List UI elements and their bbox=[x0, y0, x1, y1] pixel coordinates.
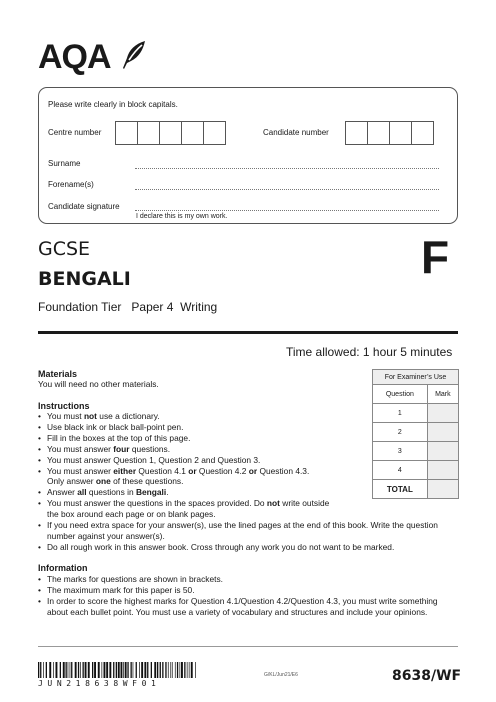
materials-text: You will need no other materials. bbox=[38, 379, 159, 389]
time-allowed: Time allowed: 1 hour 5 minutes bbox=[286, 345, 453, 359]
information-item: • In order to score the highest marks for Question 4.1/Question 4.2/Question 4.3, you must write something about each bullet point. You must use a variety of vocabulary and structures and include your opinions. bbox=[38, 596, 448, 618]
tier-letter: F bbox=[421, 231, 450, 283]
centre-digit-box[interactable] bbox=[137, 121, 160, 145]
aqa-logo bbox=[38, 40, 148, 76]
instruction-item: • Do all rough work in this answer book. Cross through any work you do not want to be marked. bbox=[38, 542, 450, 553]
surname-label: Surname bbox=[48, 159, 81, 168]
subject-title: BENGALI bbox=[38, 268, 131, 290]
paper-details bbox=[38, 300, 217, 314]
centre-number-label: Centre number bbox=[48, 128, 102, 137]
centre-digit-box[interactable] bbox=[159, 121, 182, 145]
paper-component: Writing bbox=[180, 300, 218, 314]
instruction-item: • You must answer Question 1, Question 2 and Question 3. bbox=[38, 455, 357, 466]
instruction-item: • You must answer either Question 4.1 or Question 4.2 or Question 4.3. Only answer one of these questions. bbox=[38, 466, 357, 488]
instruction-item: • You must answer four questions. bbox=[38, 444, 357, 455]
candidate-digit-box[interactable] bbox=[411, 121, 434, 145]
candidate-digit-box[interactable] bbox=[345, 121, 368, 145]
emphasis-text: or bbox=[248, 465, 258, 476]
paper-reference: G/KL/Jun21/E6 bbox=[264, 672, 298, 678]
mark-column-header: Mark bbox=[427, 385, 458, 404]
instruction-item: • You must not use a dictionary. bbox=[38, 411, 357, 422]
qualification-title: GCSE bbox=[38, 238, 91, 260]
centre-digit-box[interactable] bbox=[115, 121, 138, 145]
instructions-heading: Instructions bbox=[38, 401, 90, 411]
title-divider bbox=[38, 331, 458, 334]
aqa-logo-text: AQA bbox=[38, 38, 111, 76]
information-list bbox=[38, 574, 448, 618]
centre-digit-box[interactable] bbox=[181, 121, 204, 145]
question-number: 4 bbox=[373, 461, 428, 480]
forename-field[interactable] bbox=[135, 189, 439, 190]
information-item: • The maximum mark for this paper is 50. bbox=[38, 585, 448, 596]
declaration-text: I declare this is my own work. bbox=[136, 213, 228, 220]
signature-label: Candidate signature bbox=[48, 202, 120, 211]
total-label: TOTAL bbox=[373, 480, 428, 499]
instruction-item: • Use black ink or black ball-point pen. bbox=[38, 422, 357, 433]
barcode-icon bbox=[38, 662, 198, 678]
block-capitals-instruction: Please write clearly in block capitals. bbox=[48, 100, 178, 109]
question-number: 2 bbox=[373, 423, 428, 442]
emphasis-text: or bbox=[188, 465, 197, 476]
forename-label: Forename(s) bbox=[48, 180, 94, 189]
emphasis-text: not bbox=[266, 498, 280, 509]
centre-number-boxes bbox=[116, 121, 226, 145]
aqa-leaf-icon bbox=[121, 40, 147, 70]
instruction-item: • Fill in the boxes at the top of this page. bbox=[38, 433, 357, 444]
centre-digit-box[interactable] bbox=[203, 121, 226, 145]
emphasis-text: one bbox=[95, 476, 111, 487]
examiner-table-title: For Examiner’s Use bbox=[373, 370, 459, 385]
candidate-number-label: Candidate number bbox=[263, 128, 329, 137]
footer-divider bbox=[38, 646, 458, 647]
candidate-digit-box[interactable] bbox=[389, 121, 412, 145]
tier-name: Foundation Tier bbox=[38, 300, 122, 314]
emphasis-text: four bbox=[113, 443, 130, 454]
surname-field[interactable] bbox=[135, 168, 439, 169]
instruction-item: • If you need extra space for your answer(s), use the lined pages at the end of this book. Write the question number against your answer(s). bbox=[38, 520, 450, 542]
materials-heading: Materials bbox=[38, 369, 78, 379]
emphasis-text: all bbox=[77, 487, 87, 498]
information-item: • The marks for questions are shown in brackets. bbox=[38, 574, 448, 585]
emphasis-text: not bbox=[83, 411, 97, 421]
emphasis-text: Bengali bbox=[135, 487, 167, 498]
question-number: 1 bbox=[373, 404, 428, 423]
instruction-item: • Answer all questions in Bengali. bbox=[38, 487, 357, 498]
instructions-list bbox=[38, 411, 450, 553]
question-column-header: Question bbox=[373, 385, 428, 404]
candidate-details-box bbox=[38, 87, 458, 224]
question-number: 3 bbox=[373, 442, 428, 461]
paper-number: Paper 4 bbox=[131, 300, 174, 314]
barcode-text: JUN218638WF01 bbox=[38, 679, 161, 688]
candidate-number-boxes bbox=[346, 121, 434, 145]
paper-code: 8638/WF bbox=[392, 668, 462, 684]
emphasis-text: either bbox=[113, 465, 137, 476]
signature-field[interactable] bbox=[135, 210, 439, 211]
instruction-item: • You must answer the questions in the spaces provided. Do not write outside the box around each page or on blank pages. bbox=[38, 498, 377, 520]
information-heading: Information bbox=[38, 563, 88, 573]
candidate-digit-box[interactable] bbox=[367, 121, 390, 145]
